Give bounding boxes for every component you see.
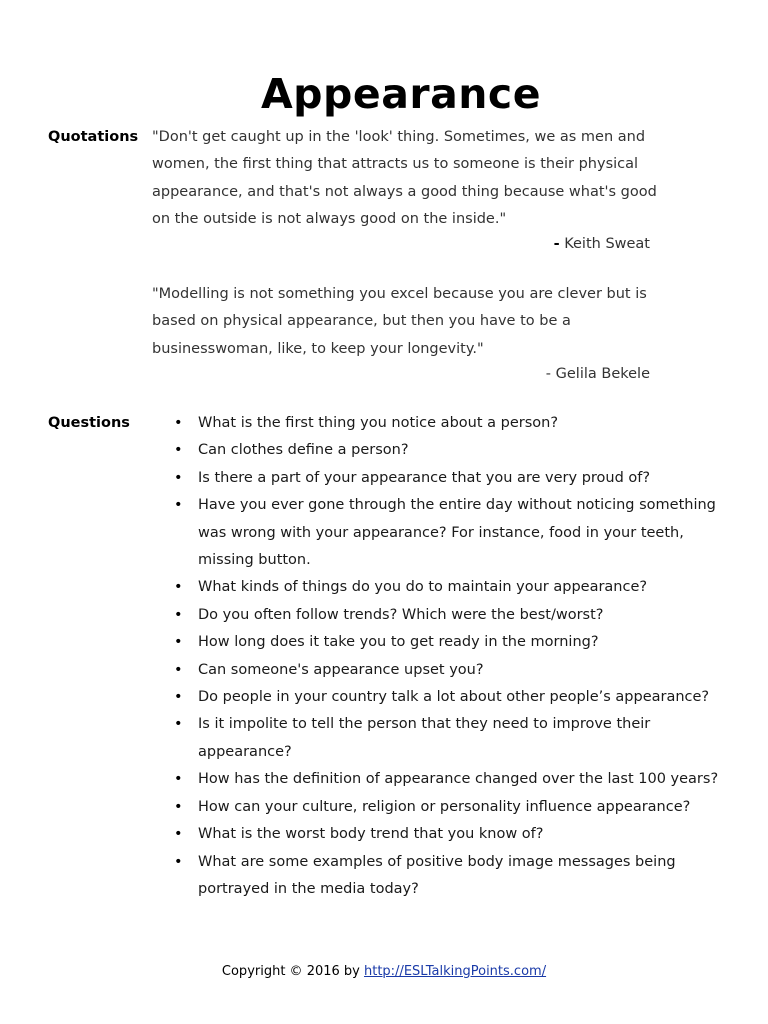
bullet-icon: • — [174, 497, 183, 514]
quote-2-author: Gelila Bekele — [555, 366, 650, 382]
page-title: Appearance — [260, 70, 542, 118]
question-text: Can someone's appearance upset you? — [198, 661, 484, 678]
list-item — [174, 410, 734, 437]
quote-1-text: "Don't get caught up in the 'look' thing. Sometimes, we as men and women, the first thing that attracts us to someone is their physical appearance, and that's not always a good thing because what's good on the outside is not always good on the inside." — [152, 129, 657, 228]
bullet-icon: • — [174, 415, 183, 431]
list-item — [174, 437, 734, 464]
questions-label: Questions — [48, 415, 130, 431]
question-text: What is the worst body trend that you know of? — [198, 826, 544, 843]
question-text: Have you ever gone through the entire day without noticing something was wrong with your appearance? For instance, food in your teeth, missing button. — [198, 497, 716, 569]
footer — [0, 964, 768, 979]
bullet-icon: • — [174, 579, 183, 596]
question-text: What is the first thing you notice about a person? — [198, 415, 559, 431]
list-item — [174, 794, 734, 821]
list-item — [174, 465, 734, 492]
question-text: What kinds of things do you do to maintain your appearance? — [198, 579, 648, 596]
question-text: Do you often follow trends? Which were the best/worst? — [198, 606, 604, 623]
list-item — [174, 684, 734, 711]
list-item — [174, 602, 734, 629]
list-item — [174, 629, 734, 656]
quote-1 — [152, 124, 658, 234]
bullet-icon: • — [174, 716, 183, 733]
attribution-dash: - — [553, 236, 560, 252]
bullet-icon: • — [174, 771, 183, 788]
question-text: How can your culture, religion or personality influence appearance? — [198, 798, 691, 815]
bullet-icon: • — [174, 469, 183, 486]
list-item — [174, 711, 734, 766]
bullet-icon: • — [174, 442, 183, 459]
question-text: How long does it take you to get ready in the morning? — [198, 634, 599, 651]
list-item — [174, 492, 734, 574]
bullet-icon: • — [174, 606, 183, 623]
question-text: Is it impolite to tell the person that they need to improve their appearance? — [198, 716, 651, 760]
attribution-dash: - — [545, 366, 552, 382]
question-text: Do people in your country talk a lot about other people’s appearance? — [198, 689, 710, 706]
list-item — [174, 657, 734, 684]
quote-1-attribution — [554, 236, 650, 252]
bullet-icon: • — [174, 661, 183, 678]
question-text: How has the definition of appearance changed over the last 100 years? — [198, 771, 719, 788]
quote-1-author: Keith Sweat — [564, 236, 650, 252]
bullet-icon: • — [174, 634, 183, 651]
bullet-icon: • — [174, 853, 183, 870]
list-item — [174, 766, 734, 793]
quote-2-text: "Modelling is not something you excel because you are clever but is based on physical appearance, but then you have to be a businesswoman, like, to keep your longevity." — [152, 286, 647, 357]
bullet-icon: • — [174, 826, 183, 843]
list-item — [174, 574, 734, 601]
quote-2 — [152, 281, 658, 363]
list-item — [174, 849, 734, 904]
question-text: Is there a part of your appearance that you are very proud of? — [198, 469, 651, 486]
question-text: Can clothes define a person? — [198, 442, 409, 459]
website-link[interactable]: http://ESLTalkingPoints.com/ — [364, 964, 547, 979]
bullet-icon: • — [174, 689, 183, 706]
bullet-icon: • — [174, 798, 183, 815]
quotations-label: Quotations — [48, 129, 139, 145]
questions-list — [174, 410, 734, 903]
list-item — [174, 821, 734, 848]
quote-2-attribution — [546, 366, 650, 382]
copyright-text: Copyright © 2016 by — [221, 964, 364, 979]
question-text: What are some examples of positive body image messages being portrayed in the media today? — [198, 853, 676, 897]
